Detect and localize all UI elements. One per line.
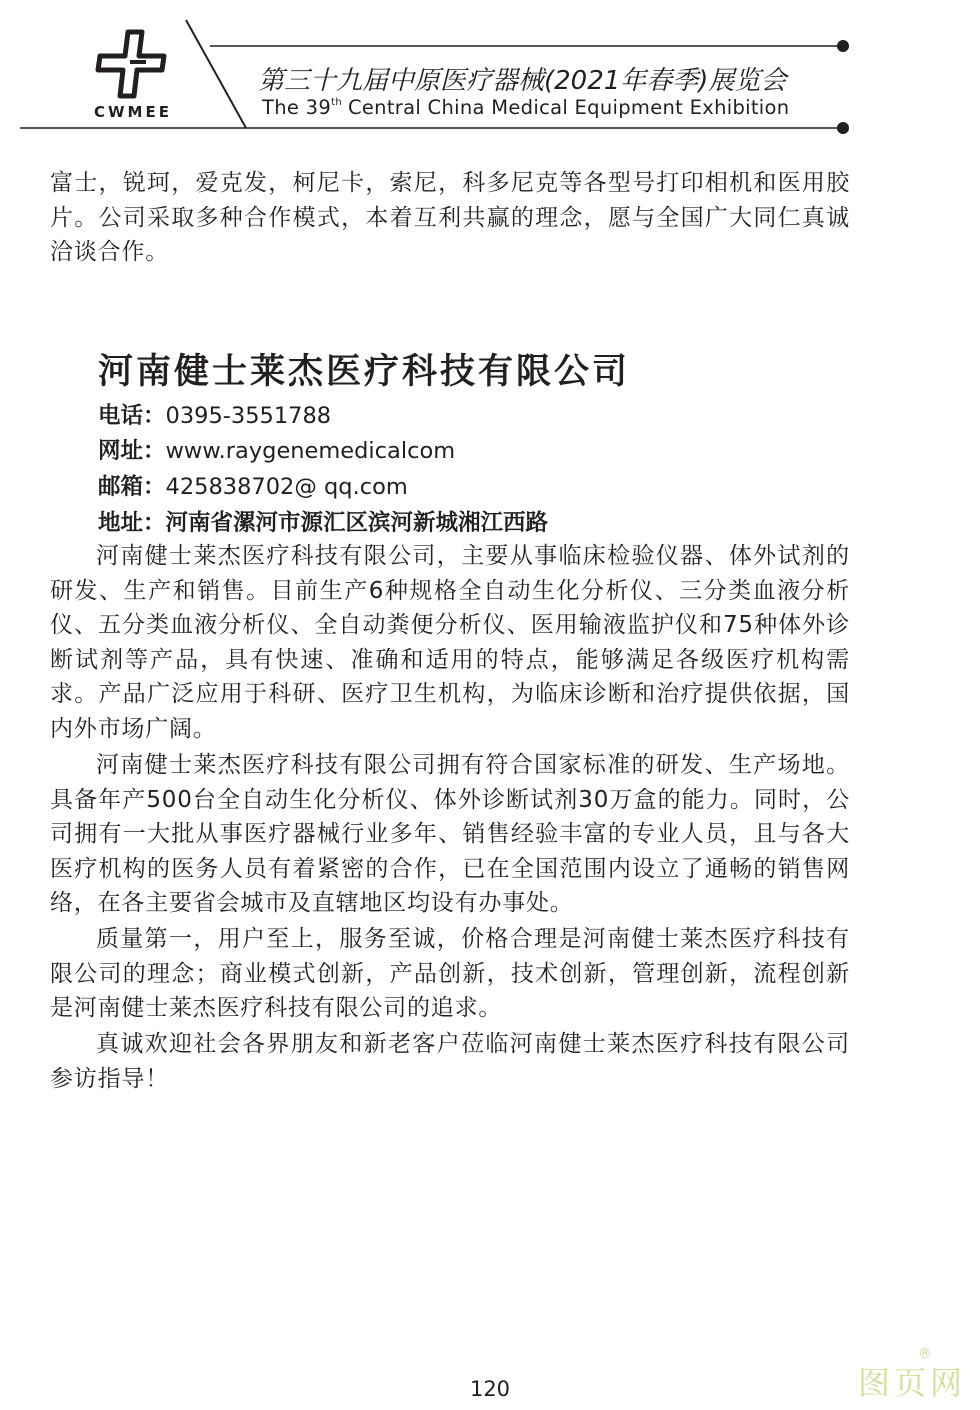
- logo-text: CWMEE: [94, 103, 172, 121]
- email-row: [98, 469, 408, 501]
- exhibition-title-en: [262, 96, 789, 119]
- phone-value: 0395-3551788: [165, 403, 332, 429]
- watermark-registered-mark: ®: [918, 1346, 932, 1362]
- phone-row: [98, 398, 331, 430]
- address-row: [98, 505, 548, 537]
- address-value: 河南省漯河市源汇区滨河新城湘江西路: [165, 510, 549, 536]
- body-paragraph-3: 质量第一，用户至上，服务至诚，价格合理是河南健士莱杰医疗科技有限公司的理念；商业模式创新，产品创新，技术创新，管理创新，流程创新是河南健士莱杰医疗科技有限公司的追求。: [50, 926, 850, 1021]
- website-label: 网址：: [98, 438, 166, 464]
- body-paragraph-1: 河南健士莱杰医疗科技有限公司，主要从事临床检验仪器、体外试剂的研发、生产和销售。目前生产6种规格全自动生化分析仪、三分类血液分析仪、五分类血液分析仪、全自动粪便分析仪、医用输液监护仪和75种体外诊断试剂等产品，具有快速、准确和适用的特点，能够满足各级医疗机构需求。产品广泛应用于科研、医疗卫生机构，为临床诊断和治疗提供依据，国内外市场广阔。: [50, 543, 850, 742]
- body-paragraph-2: 河南健士莱杰医疗科技有限公司拥有符合国家标准的研发、生产场地。具备年产500台全自动生化分析仪、体外诊断试剂30万盒的能力。同时，公司拥有一大批从事医疗器械行业多年、销售经验丰富的专业人员，且与各大医疗机构的医务人员有着紧密的合作，已在全国范围内设立了通畅的销售网络，在各主要省会城市及直辖地区均设有办事处。: [50, 752, 850, 916]
- body-paragraph-4: 真诚欢迎社会各界朋友和新老客户莅临河南健士莱杰医疗科技有限公司参访指导！: [50, 1031, 850, 1092]
- page-number: 120: [469, 1377, 511, 1401]
- title-en-prefix: The 39: [262, 96, 332, 119]
- address-label: 地址：: [98, 510, 166, 536]
- page-header: [0, 0, 980, 140]
- company-name: 河南健士莱杰医疗科技有限公司: [98, 352, 631, 392]
- website-row: [98, 433, 455, 465]
- watermark: 图页网: [858, 1364, 967, 1402]
- title-en-sup: th: [331, 97, 342, 108]
- email-value: 425838702@ qq.com: [165, 474, 408, 500]
- title-en-suffix: Central China Medical Equipment Exhibition: [347, 96, 790, 119]
- email-label: 邮箱：: [98, 474, 166, 500]
- intro-paragraph: 富士，锐珂，爱克发，柯尼卡，索尼，科多尼克等各型号打印相机和医用胶片。公司采取多种合作模式，本着互利共赢的理念，愿与全国广大同仁真诚洽谈合作。: [50, 170, 850, 265]
- cwmee-logo-icon: [90, 28, 180, 100]
- exhibition-title-cn: 第三十九届中原医疗器械(2021年春季)展览会: [258, 66, 787, 96]
- website-value: www.raygenemedicalcom: [165, 438, 456, 464]
- phone-label: 电话：: [98, 403, 166, 429]
